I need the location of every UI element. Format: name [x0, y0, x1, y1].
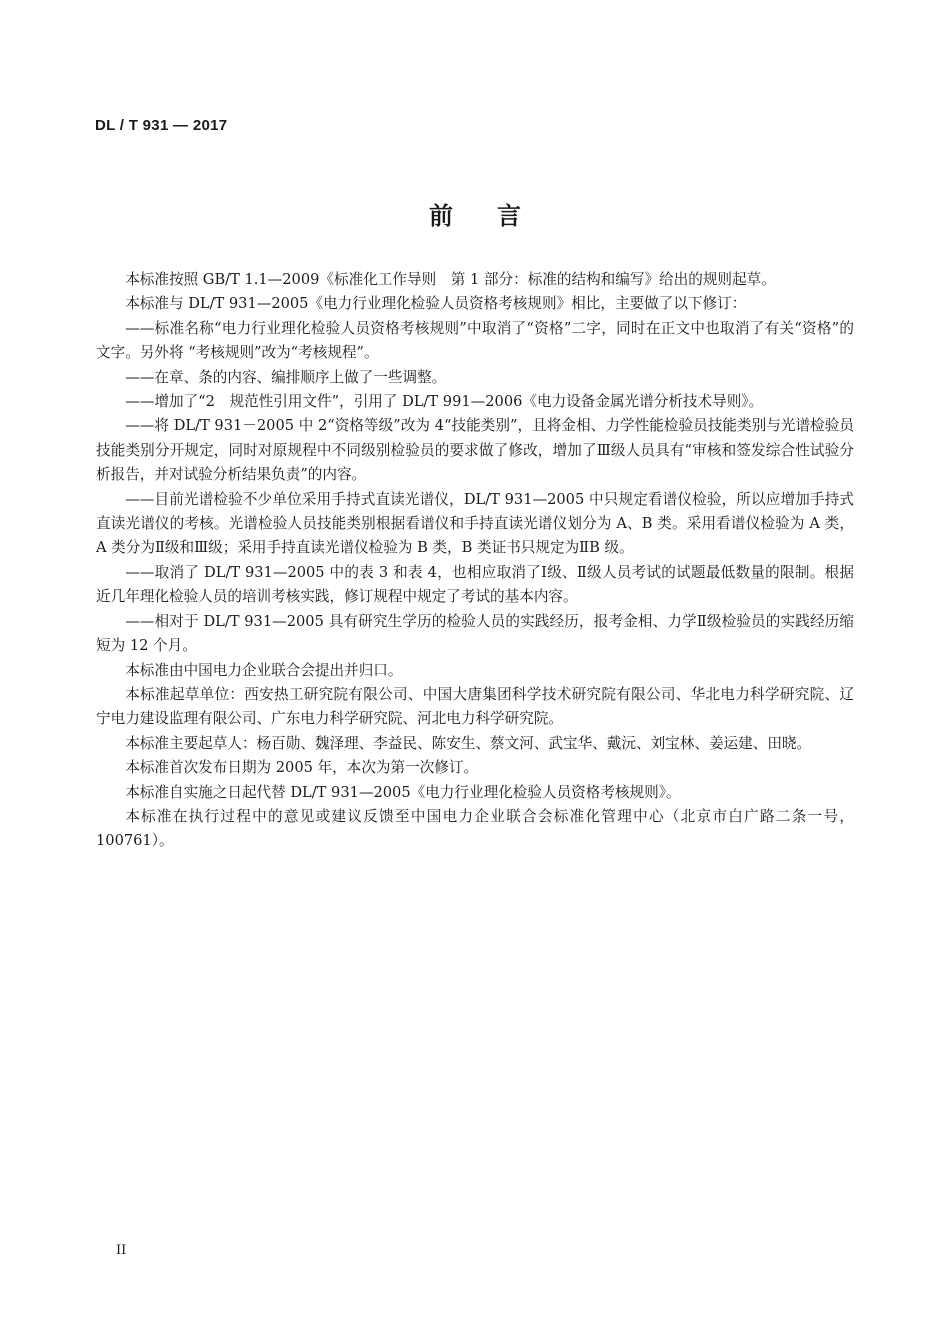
paragraph: ——标准名称“电力行业理化检验人员资格考核规则”中取消了“资格”二字，同时在正文中也取消了有关“资格”的文字。另外将 “考核规则”改为“考核规程”。 — [96, 319, 854, 362]
paragraph: ——目前光谱检验不少单位采用手持式直读光谱仪，DL/T 931—2005 中只规定看谱仪检验，所以应增加手持式直读光谱仪的考核。光谱检验人员技能类别根据看谱仪和手持直读光谱仪划分为 A、B 类。采用看谱仪检验为 A 类，A 类分为Ⅱ级和Ⅲ级；采用手持直读光谱仪检验为 B 类，B 类证书只规定为ⅡB 级。 — [96, 490, 854, 557]
page-title: 前言 — [429, 202, 565, 230]
paragraph: 本标准在执行过程中的意见或建议反馈至中国电力企业联合会标准化管理中心（北京市白广路二条一号，100761）。 — [96, 807, 854, 850]
standard-code: DL / T 931 — 2017 — [95, 117, 228, 134]
paragraph: ——取消了 DL/T 931—2005 中的表 3 和表 4，也相应取消了Ⅰ级、Ⅱ级人员考试的试题最低数量的限制。根据近几年理化检验人员的培训考核实践，修订规程中规定了考试的基本内容。 — [96, 563, 854, 606]
page-number: II — [116, 1243, 127, 1258]
paragraph: 本标准主要起草人：杨百勋、魏泽理、李益民、陈安生、蔡文河、武宝华、戴沅、刘宝林、姜运建、田晓。 — [125, 734, 812, 752]
paragraph: 本标准首次发布日期为 2005 年，本次为第一次修订。 — [125, 759, 479, 777]
paragraph: 本标准按照 GB/T 1.1—2009《标准化工作导则 第 1 部分：标准的结构和编写》给出的规则起草。 — [125, 271, 776, 288]
paragraph: 本标准自实施之日起代替 DL/T 931—2005《电力行业理化检验人员资格考核规则》。 — [125, 783, 681, 801]
paragraph: ——相对于 DL/T 931—2005 具有研究生学历的检验人员的实践经历，报考金相、力学Ⅱ级检验员的实践经历缩短为 12 个月。 — [96, 612, 854, 655]
paragraph: 本标准由中国电力企业联合会提出并归口。 — [125, 661, 403, 679]
paragraph: ——在章、条的内容、编排顺序上做了一些调整。 — [125, 368, 447, 386]
paragraph: 本标准起草单位：西安热工研究院有限公司、中国大唐集团科学技术研究院有限公司、华北电力科学研究院、辽宁电力建设监理有限公司、广东电力科学研究院、河北电力科学研究院。 — [96, 685, 854, 728]
paragraph: ——增加了“2 规范性引用文件”，引用了 DL/T 991—2006《电力设备金属光谱分析技术导则》。 — [125, 393, 764, 411]
paragraph: ——将 DL/T 931－2005 中 2“资格等级”改为 4“技能类别”，且将金相、力学性能检验员技能类别与光谱检验员技能类别分开规定，同时对原规程中不同级别检验员的要求做了修改，增加了Ⅲ级人员具有“审核和签发综合性试验分析报告，并对试验分析结果负责”的内容。 — [96, 417, 854, 484]
paragraph: 本标准与 DL/T 931—2005《电力行业理化检验人员资格考核规则》相比，主要做了以下修订： — [125, 295, 747, 313]
foreword-body — [96, 268, 854, 854]
